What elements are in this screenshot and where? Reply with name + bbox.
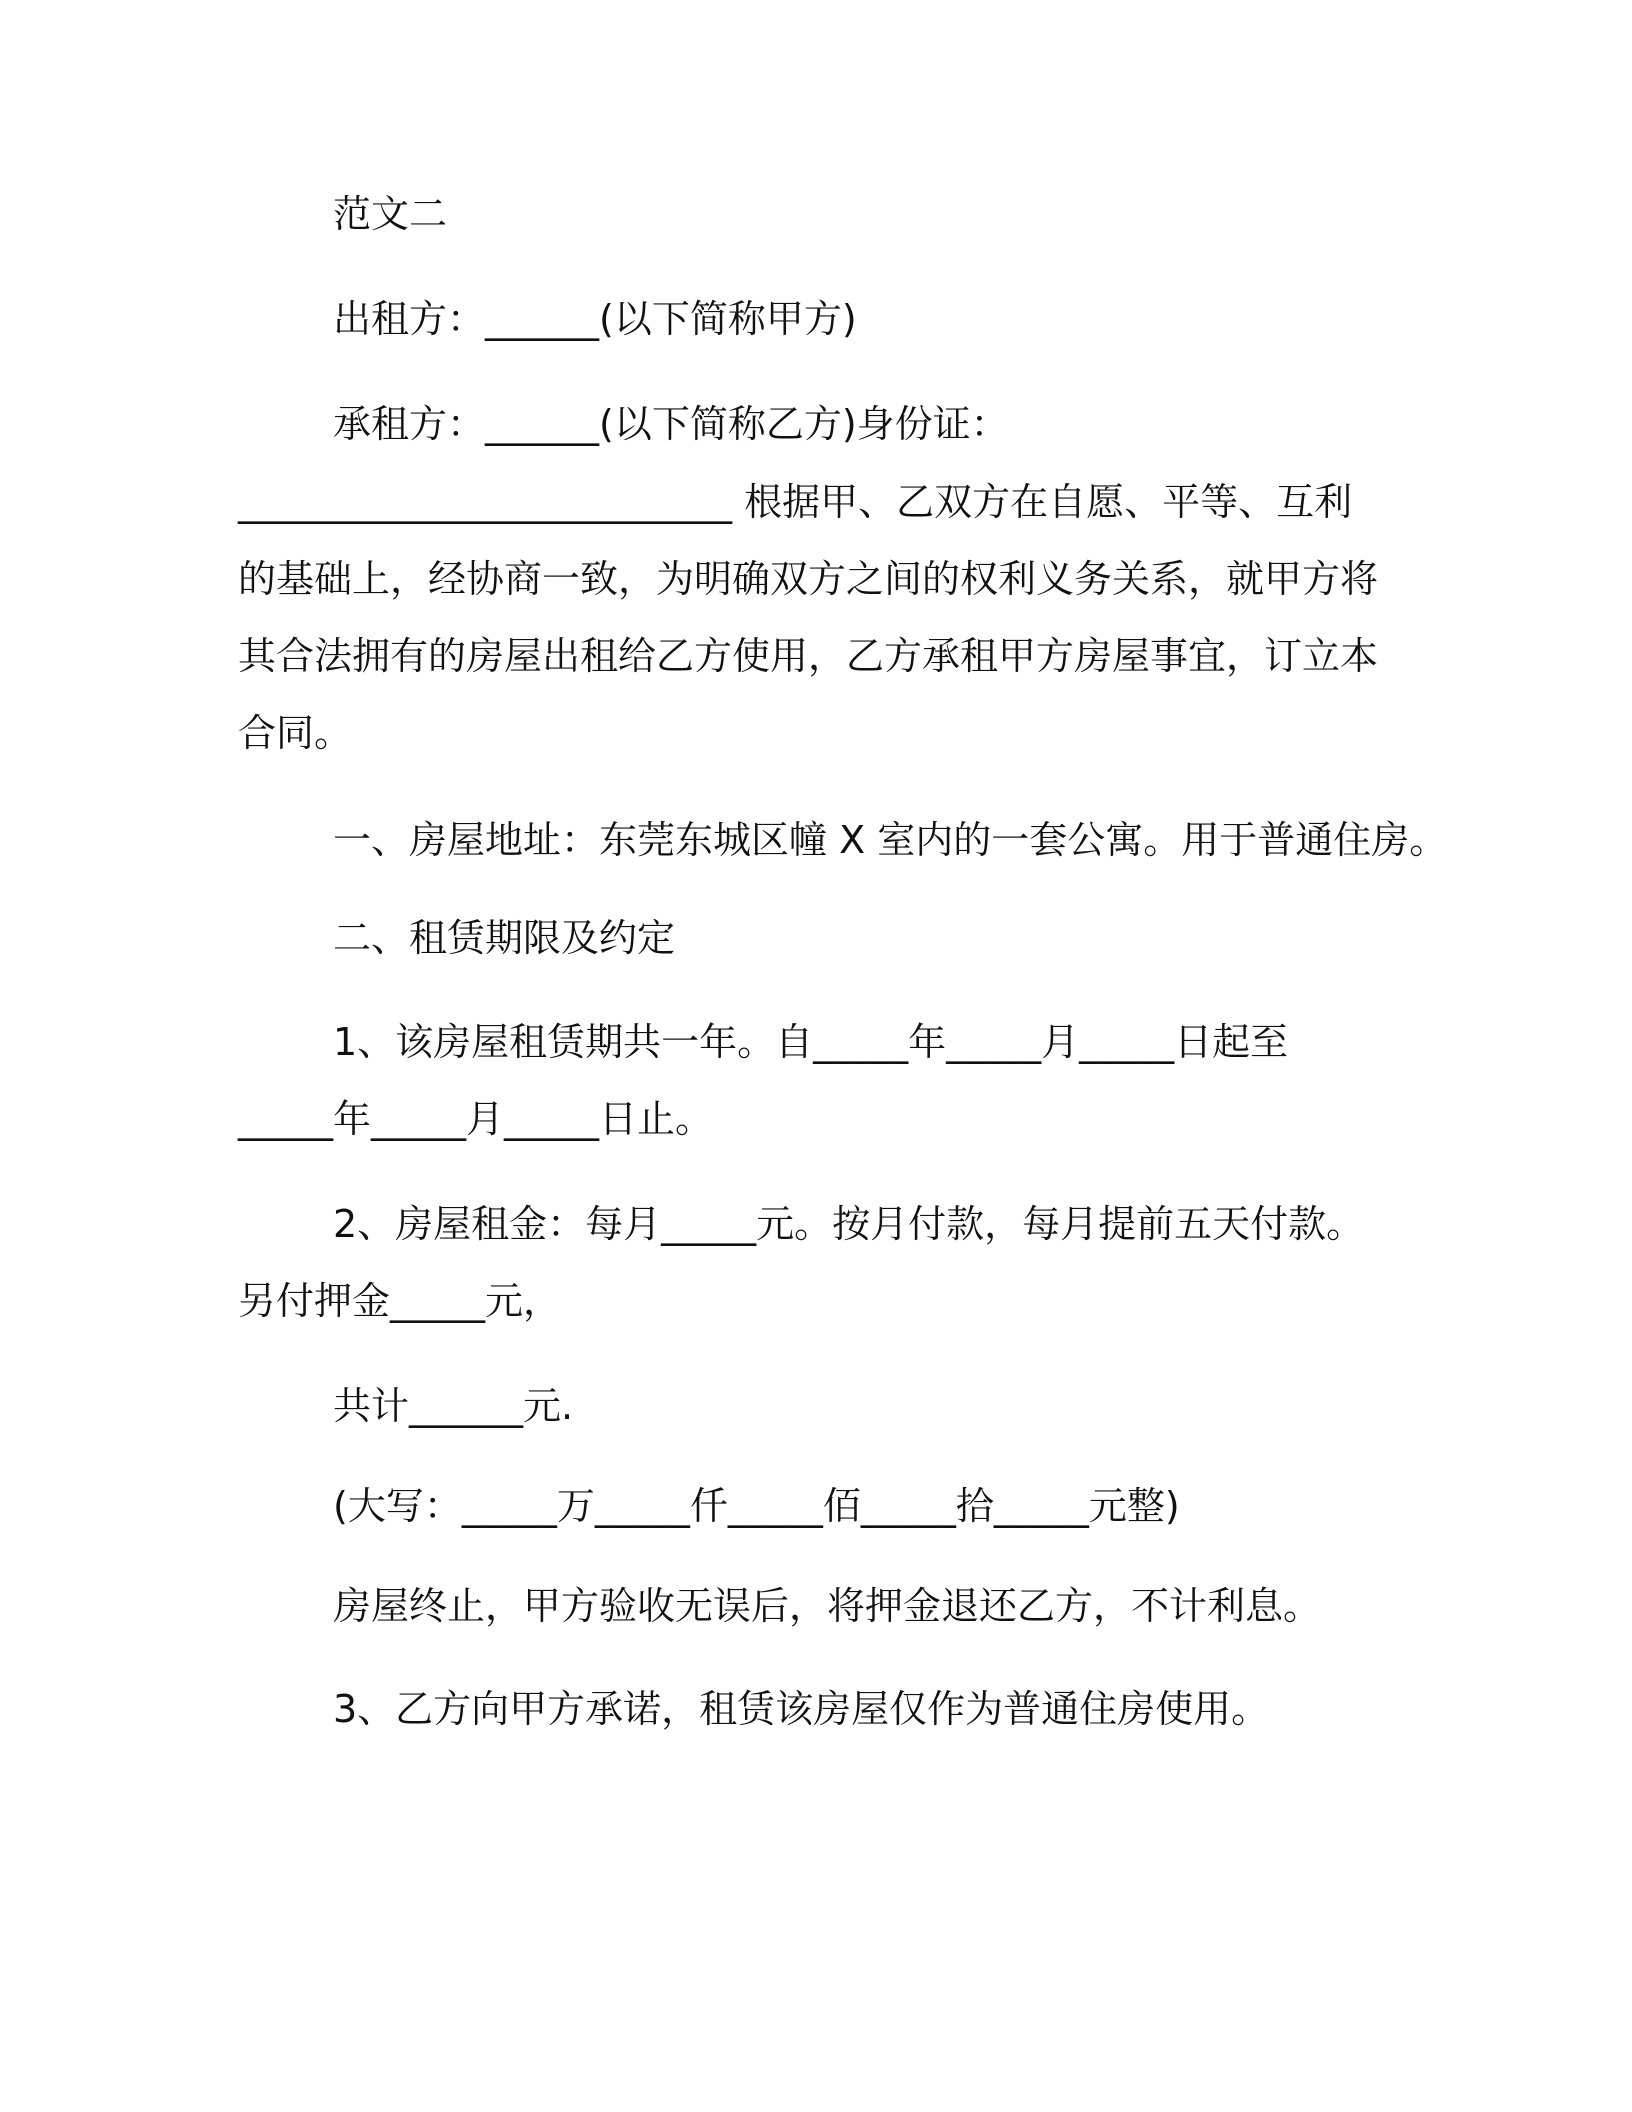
paragraph-line: 其合法拥有的房屋出租给乙方使用，乙方承租甲方房屋事宜，订立本 xyxy=(238,634,1379,678)
term-clause: 1、该房屋租赁期共一年。自_____年_____月_____日起至 xyxy=(333,1020,1289,1064)
total-line: 共计______元. xyxy=(333,1384,574,1428)
address-clause: 一、房屋地址：东莞东城区幢 X 室内的一套公寓。用于普通住房。 xyxy=(333,818,1448,862)
term-clause-cont: _____年_____月_____日止。 xyxy=(238,1097,714,1141)
paragraph-line: 的基础上，经协商一致，为明确双方之间的权利义务关系，就甲方将 xyxy=(238,557,1379,601)
section-title: 范文二 xyxy=(333,192,448,236)
termination-line: 房屋终止，甲方验收无误后，将押金退还乙方，不计利息。 xyxy=(333,1584,1322,1628)
paragraph-line: 合同。 xyxy=(238,711,353,755)
deposit-line: 另付押金_____元， xyxy=(238,1279,562,1323)
rent-clause: 2、房屋租金：每月_____元。按月付款，每月提前五天付款。 xyxy=(333,1202,1365,1246)
paragraph-line: __________________________ 根据甲、乙双方在自愿、平等、互利 xyxy=(238,480,1353,524)
amount-uppercase-line: (大写：_____万_____仟_____佰_____拾_____元整) xyxy=(333,1484,1180,1528)
section-heading: 二、租赁期限及约定 xyxy=(333,916,676,960)
lessor-line: 出租方：______(以下简称甲方) xyxy=(333,297,857,341)
use-clause: 3、乙方向甲方承诺，租赁该房屋仅作为普通住房使用。 xyxy=(333,1687,1270,1731)
lessee-line: 承租方：______(以下简称乙方)身份证： xyxy=(333,402,1009,446)
